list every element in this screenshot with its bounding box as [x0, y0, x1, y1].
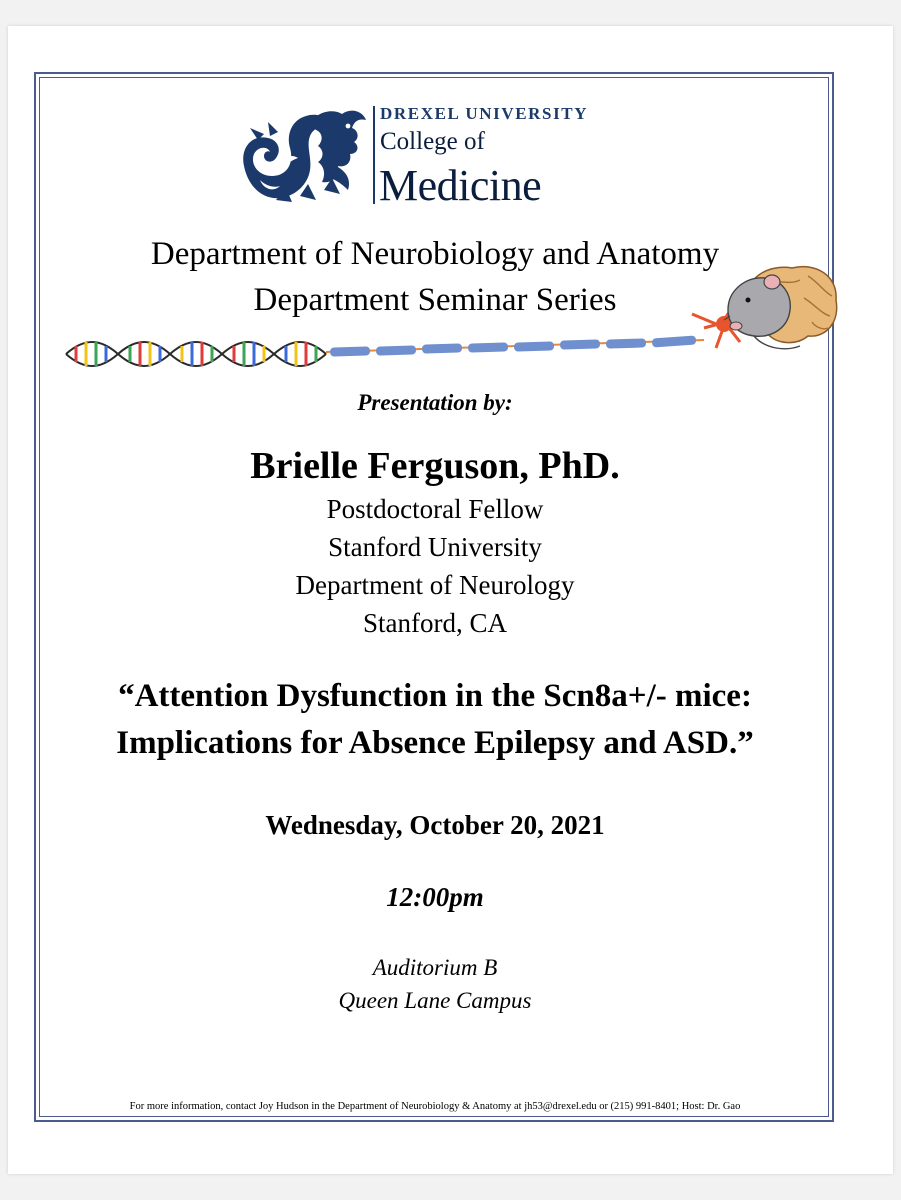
talk-title-line1: “Attention Dysfunction in the Scn8a+/- mice: [118, 678, 752, 714]
department-name: Department of Neurobiology and Anatomy [150, 236, 720, 272]
presentation-label: Presentation by: [357, 390, 513, 415]
event-date: Wednesday, October 20, 2021 [265, 810, 605, 840]
university-name: DREXEL UNIVERSITY [380, 104, 589, 123]
logo-divider [373, 106, 375, 204]
event-room: Auditorium B [372, 955, 498, 980]
speaker-location: Stanford, CA [363, 608, 507, 638]
event-campus: Queen Lane Campus [338, 988, 532, 1013]
speaker-position: Postdoctoral Fellow [326, 494, 544, 524]
contact-footer: For more information, contact Joy Hudson in the Department of Neurobiology & Anatomy at jh53@drexel.edu or (215) 991-8401; Host: Dr. Gao [129, 1101, 741, 1112]
medicine-label: Medicine [379, 161, 542, 210]
speaker-name: Brielle Ferguson, PhD. [250, 445, 620, 487]
seminar-series: Department Seminar Series [253, 282, 617, 318]
event-time: 12:00pm [386, 882, 484, 912]
college-of-label: College of [380, 128, 485, 155]
speaker-department: Department of Neurology [295, 570, 575, 600]
talk-title-line2: Implications for Absence Epilepsy and ASD.” [116, 725, 754, 761]
drexel-dragon-logo-icon [240, 104, 370, 208]
speaker-institution: Stanford University [328, 532, 542, 562]
